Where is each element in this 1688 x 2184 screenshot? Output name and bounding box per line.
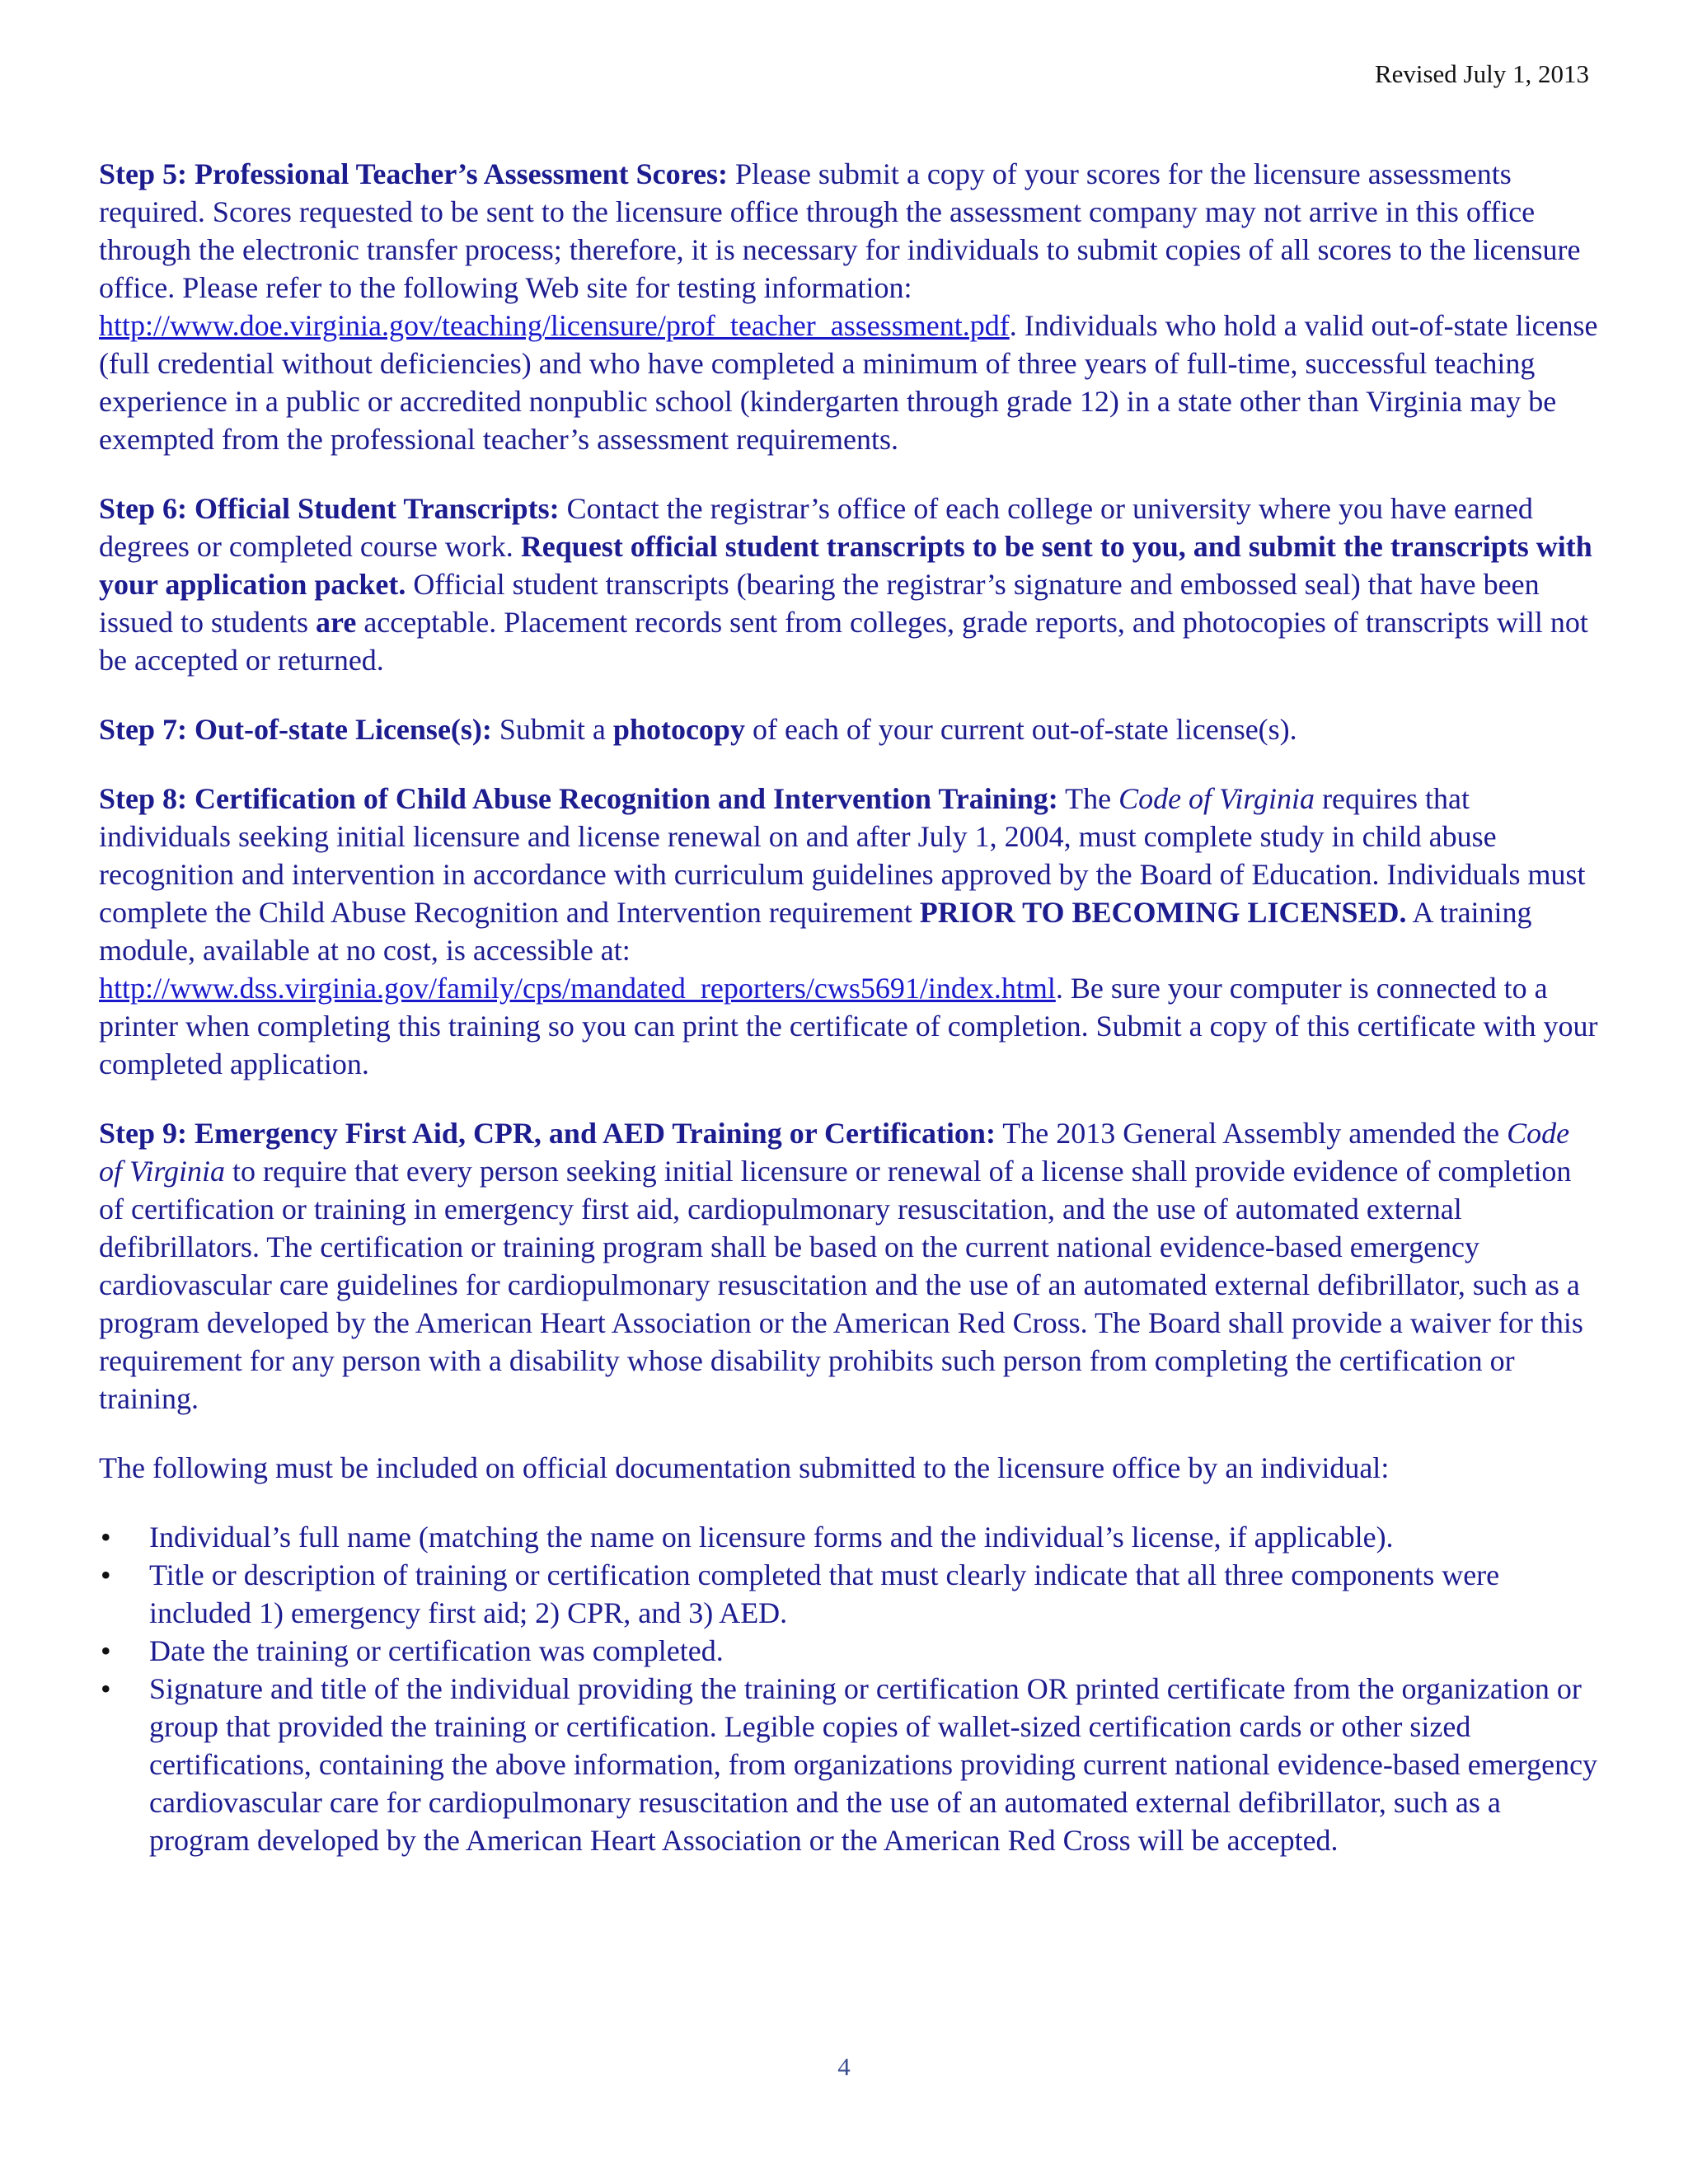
- assessment-link[interactable]: http://www.doe.virginia.gov/teaching/licensure/prof_teacher_assessment.pdf: [99, 309, 1010, 342]
- step-9-heading: Step 9: Emergency First Aid, CPR, and AED Training or Certification:: [99, 1117, 996, 1150]
- step-6-text-end: acceptable. Placement records sent from colleges, grade reports, and photocopies of transcripts will not be accepted or returned.: [99, 606, 1588, 677]
- step-9-paragraph: [99, 1114, 1599, 1418]
- document-body: [99, 155, 1599, 1859]
- step-8-text-module: A training module, available at no cost, is accessible at:: [99, 896, 1532, 967]
- step-8-text-end: . Be sure your computer is connected to a printer when completing this training so you can print the certificate of completion. Submit a copy of this certificate with your completed application.: [99, 972, 1598, 1080]
- step-8-text: The: [1057, 782, 1119, 815]
- step-6-text: Contact the registrar’s office of each college or university where you have earned degrees or completed course work.: [99, 492, 1533, 563]
- training-module-link[interactable]: http://www.dss.virginia.gov/family/cps/mandated_reporters/cws5691/index.html: [99, 972, 1056, 1005]
- step-8-text-continued: requires that individuals seeking initial licensure and license renewal on and after July 1, 2004, must complete study in child abuse recognition and intervention in accordance with curriculum guidelines approved by the Board of Education. Individuals must complete the Child Abuse Recognition and Intervention requirement: [99, 782, 1586, 929]
- list-item: [99, 1518, 1599, 1556]
- step-7-emphasis: photocopy: [612, 713, 745, 746]
- step-5-heading: Step 5: Professional Teacher’s Assessment Scores:: [99, 157, 728, 190]
- page-number: 4: [837, 2052, 851, 2081]
- step-9-text: The 2013 General Assembly amended the: [995, 1117, 1507, 1150]
- step-8-emphasis: PRIOR TO BECOMING LICENSED.: [919, 896, 1407, 929]
- bullet-icon: •: [101, 1634, 111, 1667]
- step-7-heading: Step 7: Out-of-state License(s):: [99, 713, 492, 746]
- step-7-text-continued: of each of your current out-of-state license(s).: [744, 713, 1297, 746]
- step-8-code-title: Code of Virginia: [1118, 782, 1315, 815]
- list-item-text: Signature and title of the individual providing the training or certification OR printed certificate from the organization or group that provided the training or certification. Legible copies of wallet-sized certification cards or other sized certifications, containing the above information, from organizations providing current national evidence-based emergency cardiovascular care for cardiopulmonary resuscitation and the use of an automated external defibrillator, such as a program developed by the American Heart Association or the American Red Cross will be accepted.: [149, 1672, 1598, 1857]
- step-8-paragraph: [99, 780, 1599, 1083]
- step-8-heading: Step 8: Certification of Child Abuse Recognition and Intervention Training:: [99, 782, 1058, 815]
- step-5-text-continued: . Individuals who hold a valid out-of-state license (full credential without deficiencies) and who have completed a minimum of three years of full-time, successful teaching experience in a public or accredited nonpublic school (kindergarten through grade 12) in a state other than Virginia may be exempted from the professional teacher’s assessment requirements.: [99, 309, 1598, 456]
- step-9-text-continued: to require that every person seeking initial licensure or renewal of a license shall provide evidence of completion of certification or training in emergency first aid, cardiopulmonary resuscitation, and the use of automated external defibrillators. The certification or training program shall be based on the current national evidence-based emergency cardiovascular care guidelines for cardiopulmonary resuscitation and the use of an automated external defibrillator, such as a program developed by the American Heart Association or the American Red Cross. The Board shall provide a waiver for this requirement for any person with a disability whose disability prohibits such person from completing the certification or training.: [99, 1155, 1583, 1415]
- list-item-text: Title or description of training or certification completed that must clearly indicate that all three components were included 1) emergency first aid; 2) CPR, and 3) AED.: [149, 1558, 1500, 1629]
- bullet-icon: •: [101, 1672, 111, 1705]
- documentation-intro: The following must be included on official documentation submitted to the licensure office by an individual:: [99, 1451, 1390, 1484]
- step-6-heading: Step 6: Official Student Transcripts:: [99, 492, 560, 525]
- bullet-icon: •: [101, 1521, 111, 1554]
- step-9-code-title: Code of Virginia: [99, 1117, 1570, 1188]
- list-item: [99, 1632, 1599, 1670]
- list-item: [99, 1556, 1599, 1632]
- bullet-icon: •: [101, 1558, 111, 1591]
- documentation-list: [99, 1518, 1599, 1859]
- step-7-text: Submit a: [491, 713, 613, 746]
- step-6-emphasis: Request official student transcripts to be sent to you, and submit the transcripts with your application packet.: [99, 530, 1592, 601]
- step-5-text: Please submit a copy of your scores for the licensure assessments required. Scores requested to be sent to the licensure office through the assessment company may not arrive in this office through the electronic transfer process; therefore, it is necessary for individuals to submit copies of all scores to the licensure office. Please refer to the following Web site for testing information:: [99, 157, 1581, 304]
- revised-date: Revised July 1, 2013: [1374, 59, 1589, 88]
- list-item-text: Individual’s full name (matching the name on licensure forms and the individual’s license, if applicable).: [149, 1521, 1394, 1554]
- list-item-text: Date the training or certification was completed.: [149, 1634, 724, 1667]
- step-6-paragraph: [99, 490, 1599, 679]
- step-6-text-continued: Official student transcripts (bearing the registrar’s signature and embossed seal) that have been issued to students: [99, 568, 1540, 639]
- step-6-are-emphasis: are: [316, 606, 357, 639]
- step-5-paragraph: [99, 155, 1599, 458]
- list-item: [99, 1670, 1599, 1859]
- step-7-paragraph: [99, 710, 1599, 748]
